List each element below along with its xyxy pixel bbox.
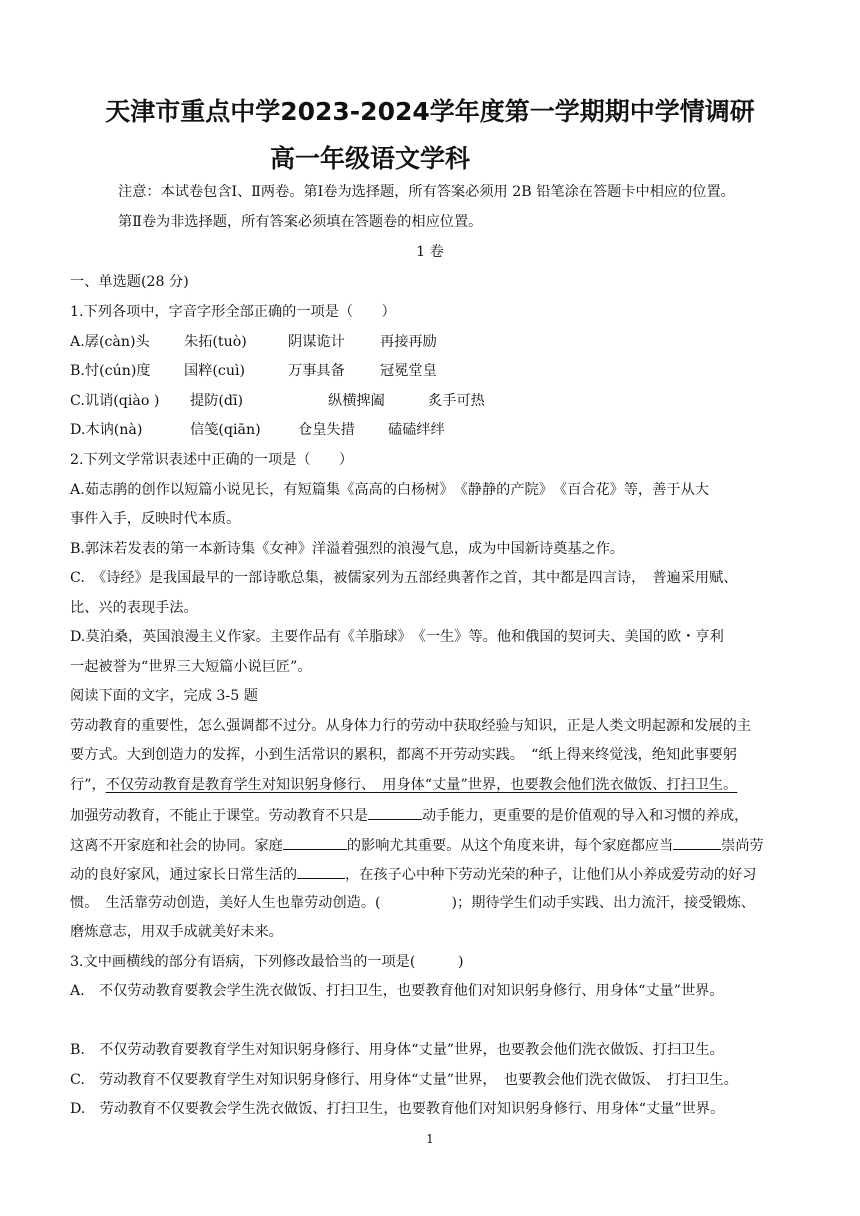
q2-option-a: A.茹志鹃的创作以短篇小说见长，有短篇集《高高的白杨树》 《静静的产院》 《百合花》等，善于从大: [70, 482, 709, 498]
notice-line-1: 注意：本试卷包含Ⅰ、Ⅱ两卷。第Ⅰ卷为选择题，所有答案必须用 2B 铅笔涂在答题卡中相应的位置。: [118, 184, 735, 200]
q1-c-item: 炙手可热: [428, 393, 485, 409]
q2-option-a-cont: 事件入手，反映时代本质。: [70, 511, 241, 527]
passage-text: 加强劳动教育，不能止于课堂。劳动教育不只是: [70, 808, 368, 824]
q1-a-item: 再接再励: [380, 334, 437, 350]
q3-option-c: C. 劳动教育不仅要教育学生对知识躬身修行、用身体“丈量”世界， 也要教会他们洗衣做饭、 打扫卫生。: [70, 1072, 738, 1088]
q1-c-item: 纵横捭阖: [328, 393, 385, 409]
exam-title: 天津市重点中学2023-2024学年度第一学期期中学情调研: [105, 97, 755, 126]
q1-b-item: B.忖(cún)度: [70, 363, 151, 379]
reading-intro: 阅读下面的文字，完成 3-5 题: [70, 688, 258, 704]
fill-blank: [297, 864, 345, 879]
q1-c-item: 提防(dī): [190, 393, 244, 409]
passage-text: 崇尚劳: [721, 838, 764, 854]
q3-option-b: B. 不仅劳动教育要教育学生对知识躬身修行、用身体“丈量”世界，也要教会他们洗衣做饭、打扫卫生。: [70, 1042, 724, 1058]
page-number: 1: [426, 1132, 434, 1146]
passage-line: [70, 835, 792, 855]
q1-d-item: 信笺(qiān): [190, 422, 261, 438]
q1-c-item: C.讥诮(qiào ): [70, 393, 160, 409]
q1-d-item: D.木讷(nà): [70, 422, 143, 438]
passage-text: 的影响尤其重要。从这个角度来讲，每个家庭都应当: [346, 838, 674, 854]
passage-line: 要方式。大到创造力的发挥，小到生活常识的累积，都离不开劳动实践。 “纸上得来终觉浅，绝知此事要躬: [70, 747, 737, 763]
q1-b-item: 冠冕堂皇: [380, 363, 437, 379]
passage-line: [70, 776, 792, 794]
q1-b-item: 国粹(cuì): [184, 363, 246, 379]
q1-stem: 1.下列各项中，字音字形全部正确的一项是（ ）: [70, 304, 396, 320]
q2-stem: 2.下列文学常识表述中正确的一项是（ ）: [70, 452, 354, 468]
volume-label: 1 卷: [416, 244, 444, 260]
q3-stem: 3.文中画横线的部分有语病，下列修改最恰当的一项是( ): [70, 954, 464, 970]
q2-option-c: C. 《诗经》是我国最早的一部诗歌总集，被儒家列为五部经典著作之首，其中都是四言诗， 普遍采用赋、: [70, 570, 738, 586]
q2-option-c-cont: 比、兴的表现手法。: [70, 600, 198, 616]
fill-blank: [283, 835, 347, 850]
passage-line: 劳动教育的重要性，怎么强调都不过分。从身体力行的劳动中获取经验与知识，正是人类文明起源和发展的主: [70, 718, 752, 734]
passage-text: ，在孩子心中种下劳动光荣的种子，让他们从小养成爱劳动的好习: [345, 867, 757, 883]
q1-option-d: [70, 421, 792, 439]
q1-d-item: 仓皇失措: [298, 422, 355, 438]
exam-subtitle: 高一年级语文学科: [269, 144, 470, 173]
q1-option-c: [70, 392, 792, 410]
q1-option-b: [70, 362, 792, 380]
q1-b-item: 万事具备: [288, 363, 345, 379]
q1-a-item: 朱拓(tuò): [184, 334, 247, 350]
q2-option-d: D.莫泊桑，英国浪漫主义作家。主要作品有《羊脂球》 《一生》等。他和俄国的契诃夫、美国的欧・亨利: [70, 629, 724, 645]
passage-line: [70, 805, 792, 825]
q2-option-b: B.郭沫若发表的第一本新诗集《女神》洋溢着强烈的浪漫气息，成为中国新诗奠基之作。: [70, 541, 625, 557]
q2-option-d-cont: 一起被誉为“世界三大短篇小说巨匠”。: [70, 659, 312, 675]
passage-line: 磨炼意志，用双手成就美好未来。: [70, 924, 283, 940]
fill-blank: [368, 805, 422, 820]
q3-option-d: D. 劳动教育不仅要教会学生洗衣做饭、打扫卫生，也要教育他们对知识躬身修行、用身体“丈量”世界。: [70, 1101, 725, 1117]
passage-line: 惯。 生活靠劳动创造，美好人生也靠劳动创造。( )；期待学生们动手实践、出力流汗，接受锻炼、: [70, 895, 755, 911]
q1-a-item: A.孱(càn)头: [70, 334, 150, 350]
section-heading: 一、单选题(28 分): [70, 274, 189, 290]
q1-option-a: [70, 333, 792, 351]
fill-blank: [673, 835, 721, 850]
passage-text: 动手能力，更重要的是价值观的导入和习惯的养成，: [421, 808, 749, 824]
q1-a-item: 阴谋诡计: [288, 334, 345, 350]
passage-text: 行”，: [70, 777, 106, 793]
q1-d-item: 磕磕绊绊: [388, 422, 445, 438]
passage-line: [70, 864, 792, 884]
passage-text: 这离不开家庭和社会的协同。家庭: [70, 838, 283, 854]
q3-option-a: A. 不仅劳动教育要教会学生洗衣做饭、打扫卫生，也要教育他们对知识躬身修行、用身体“丈量”世界。: [70, 983, 724, 999]
passage-text: 动的良好家风，通过家长日常生活的: [70, 867, 298, 883]
underlined-sentence: 不仅劳动教育是教育学生对知识躬身修行、 用身体“丈量”世界，也要教会他们洗衣做饭、打扫卫生。: [105, 777, 738, 793]
notice-line-2: 第Ⅱ卷为非选择题，所有答案必须填在答题卷的相应位置。: [118, 214, 483, 230]
